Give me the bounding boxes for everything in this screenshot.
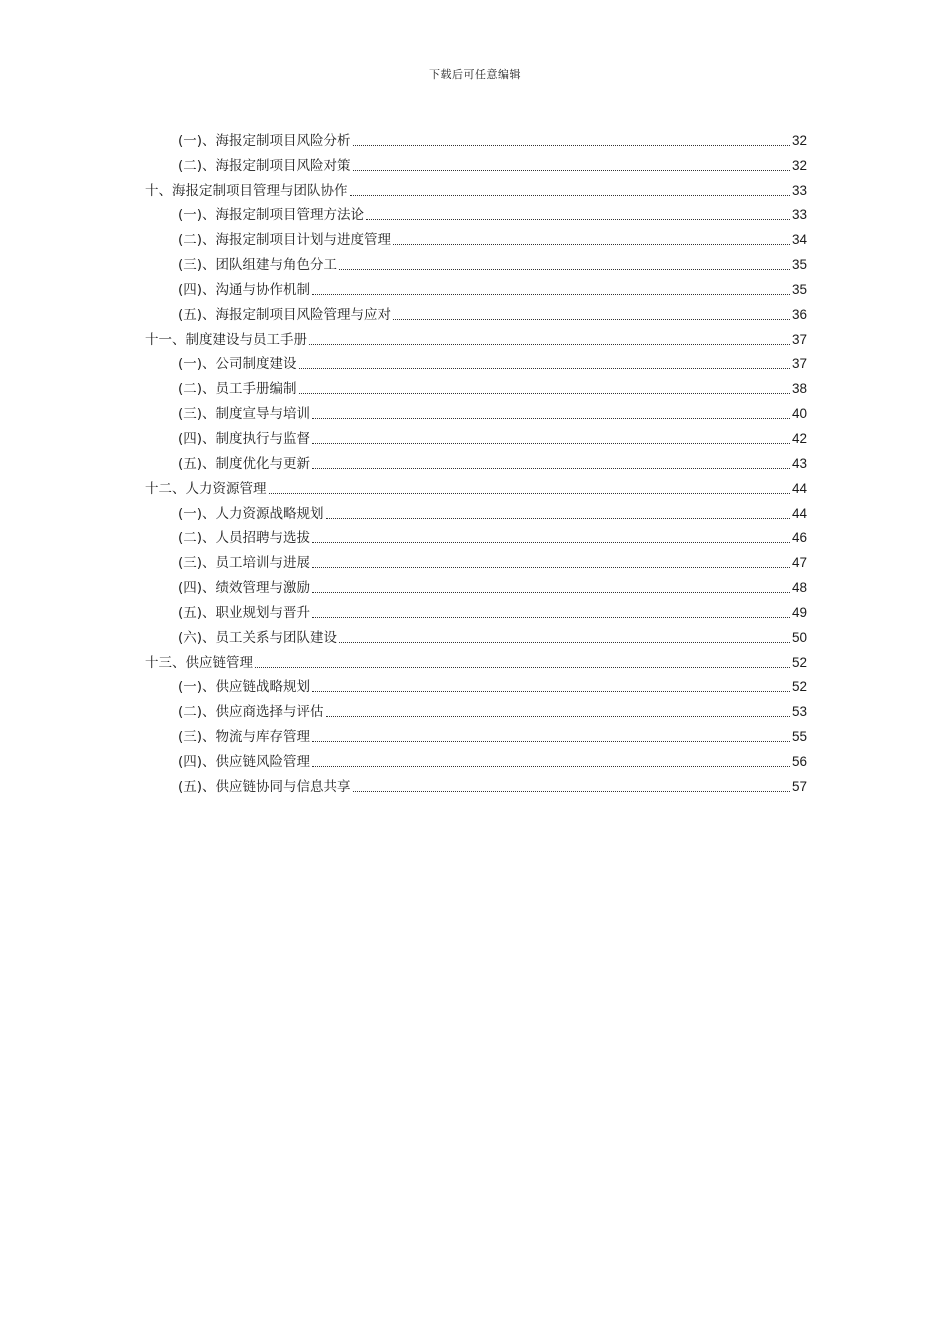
toc-section-entry[interactable] — [145, 373, 807, 398]
toc-entry-page-number: 32 — [791, 157, 807, 173]
toc-entry-page-number: 37 — [791, 331, 807, 347]
toc-entry-title: (二)、员工手册编制 — [178, 381, 297, 398]
toc-section-entry[interactable] — [145, 572, 807, 597]
toc-entry-title: (四)、制度执行与监督 — [178, 430, 311, 447]
page-header-note: 下载后可任意编辑 — [429, 68, 521, 81]
toc-entry-title: (一)、海报定制项目管理方法论 — [178, 207, 365, 224]
toc-entry-page-number: 34 — [791, 232, 807, 248]
toc-dot-leader — [393, 244, 790, 245]
toc-dot-leader — [312, 592, 790, 593]
toc-entry-title: (二)、人员招聘与选拔 — [178, 530, 311, 547]
toc-dot-leader — [312, 691, 790, 692]
toc-dot-leader — [299, 393, 790, 394]
toc-dot-leader — [312, 468, 790, 469]
toc-dot-leader — [269, 493, 790, 494]
toc-entry-title: (四)、供应链风险管理 — [178, 753, 311, 770]
toc-entry-page-number: 35 — [791, 257, 807, 273]
toc-entry-page-number: 32 — [791, 132, 807, 148]
toc-dot-leader — [326, 716, 790, 717]
toc-entry-page-number: 35 — [791, 281, 807, 297]
toc-entry-page-number: 56 — [791, 753, 807, 769]
toc-entry-page-number: 40 — [791, 406, 807, 422]
toc-entry-title: (一)、供应链战略规划 — [178, 679, 311, 696]
toc-entry-title: (五)、供应链协同与信息共享 — [178, 778, 351, 795]
toc-dot-leader — [312, 766, 790, 767]
toc-section-entry[interactable] — [145, 448, 807, 473]
toc-section-entry[interactable] — [145, 299, 807, 324]
toc-entry-page-number: 52 — [791, 654, 807, 670]
toc-section-entry[interactable] — [145, 224, 807, 249]
toc-entry-title: (四)、沟通与协作机制 — [178, 281, 311, 298]
toc-section-entry[interactable] — [145, 125, 807, 150]
toc-entry-page-number: 43 — [791, 455, 807, 471]
toc-section-entry[interactable] — [145, 597, 807, 622]
table-of-contents — [145, 125, 807, 796]
toc-section-entry[interactable] — [145, 622, 807, 647]
toc-dot-leader — [312, 741, 790, 742]
toc-section-entry[interactable] — [145, 771, 807, 796]
toc-entry-page-number: 33 — [791, 182, 807, 198]
toc-entry-page-number: 47 — [791, 555, 807, 571]
toc-entry-title: 十一、制度建设与员工手册 — [145, 331, 307, 348]
toc-chapter-entry[interactable] — [145, 647, 807, 672]
toc-chapter-entry[interactable] — [145, 473, 807, 498]
toc-section-entry[interactable] — [145, 547, 807, 572]
toc-entry-page-number: 42 — [791, 430, 807, 446]
toc-entry-page-number: 48 — [791, 580, 807, 596]
toc-entry-title: (五)、海报定制项目风险管理与应对 — [178, 306, 392, 323]
toc-entry-title: (六)、员工关系与团队建设 — [178, 629, 338, 646]
toc-dot-leader — [312, 418, 790, 419]
toc-dot-leader — [312, 617, 790, 618]
toc-entry-title: (三)、团队组建与角色分工 — [178, 257, 338, 274]
toc-entry-page-number: 52 — [791, 679, 807, 695]
toc-section-entry[interactable] — [145, 746, 807, 771]
toc-dot-leader — [312, 443, 790, 444]
toc-section-entry[interactable] — [145, 349, 807, 374]
toc-section-entry[interactable] — [145, 249, 807, 274]
toc-entry-title: (一)、公司制度建设 — [178, 356, 297, 373]
toc-entry-page-number: 37 — [791, 356, 807, 372]
toc-dot-leader — [353, 791, 790, 792]
toc-dot-leader — [366, 219, 790, 220]
toc-entry-title: (一)、海报定制项目风险分析 — [178, 132, 351, 149]
toc-entry-page-number: 55 — [791, 729, 807, 745]
toc-dot-leader — [312, 294, 790, 295]
toc-chapter-entry[interactable] — [145, 324, 807, 349]
toc-section-entry[interactable] — [145, 423, 807, 448]
toc-section-entry[interactable] — [145, 696, 807, 721]
toc-dot-leader — [353, 170, 790, 171]
toc-entry-page-number: 44 — [791, 480, 807, 496]
toc-section-entry[interactable] — [145, 150, 807, 175]
toc-entry-title: (五)、职业规划与晋升 — [178, 604, 311, 621]
toc-entry-title: (一)、人力资源战略规划 — [178, 505, 324, 522]
toc-dot-leader — [312, 542, 790, 543]
toc-section-entry[interactable] — [145, 274, 807, 299]
toc-entry-page-number: 44 — [791, 505, 807, 521]
toc-chapter-entry[interactable] — [145, 175, 807, 200]
toc-section-entry[interactable] — [145, 523, 807, 548]
toc-entry-page-number: 38 — [791, 381, 807, 397]
toc-entry-title: (三)、员工培训与进展 — [178, 555, 311, 572]
toc-entry-title: (二)、海报定制项目计划与进度管理 — [178, 232, 392, 249]
toc-entry-title: (五)、制度优化与更新 — [178, 455, 311, 472]
toc-dot-leader — [339, 269, 790, 270]
toc-dot-leader — [393, 319, 790, 320]
toc-entry-title: (三)、物流与库存管理 — [178, 729, 311, 746]
toc-entry-page-number: 50 — [791, 629, 807, 645]
toc-entry-page-number: 36 — [791, 306, 807, 322]
toc-entry-title: 十二、人力资源管理 — [145, 480, 267, 497]
toc-section-entry[interactable] — [145, 200, 807, 225]
toc-entry-title: (四)、绩效管理与激励 — [178, 580, 311, 597]
toc-dot-leader — [309, 344, 790, 345]
toc-dot-leader — [339, 642, 790, 643]
toc-entry-title: 十、海报定制项目管理与团队协作 — [145, 182, 348, 199]
toc-section-entry[interactable] — [145, 721, 807, 746]
toc-dot-leader — [353, 145, 790, 146]
toc-entry-page-number: 49 — [791, 604, 807, 620]
toc-entry-page-number: 33 — [791, 207, 807, 223]
toc-section-entry[interactable] — [145, 672, 807, 697]
toc-entry-title: (二)、海报定制项目风险对策 — [178, 157, 351, 174]
toc-section-entry[interactable] — [145, 398, 807, 423]
toc-entry-title: (二)、供应商选择与评估 — [178, 704, 324, 721]
toc-entry-title: 十三、供应链管理 — [145, 654, 253, 671]
toc-entry-page-number: 46 — [791, 530, 807, 546]
toc-entry-page-number: 53 — [791, 704, 807, 720]
toc-dot-leader — [299, 368, 790, 369]
toc-entry-title: (三)、制度宣导与培训 — [178, 406, 311, 423]
toc-entry-page-number: 57 — [791, 778, 807, 794]
toc-dot-leader — [312, 567, 790, 568]
toc-dot-leader — [350, 195, 790, 196]
toc-dot-leader — [326, 518, 790, 519]
toc-section-entry[interactable] — [145, 498, 807, 523]
toc-dot-leader — [255, 667, 790, 668]
